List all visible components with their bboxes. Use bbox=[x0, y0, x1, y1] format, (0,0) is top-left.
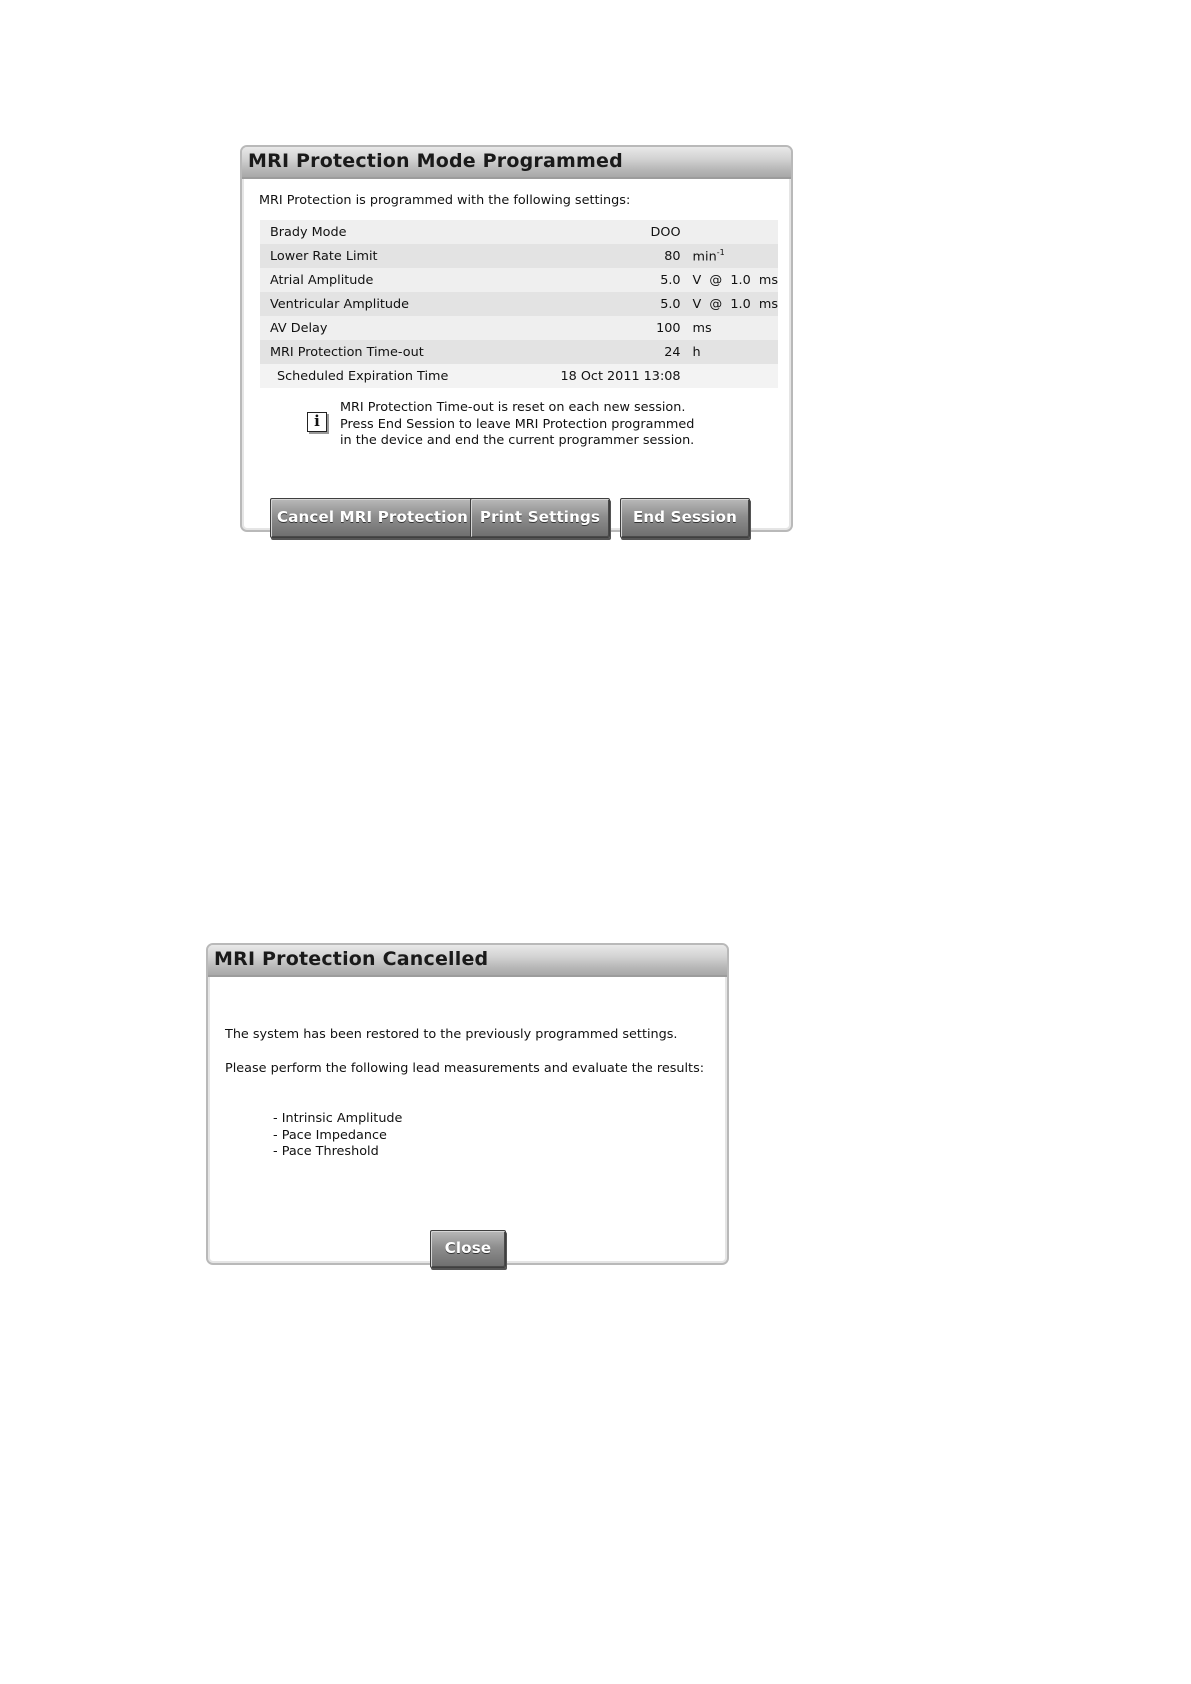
unit-text: min bbox=[692, 249, 717, 265]
setting-value-time-out: 24 bbox=[560, 340, 680, 364]
mri-protection-cancelled-dialog bbox=[206, 943, 729, 1265]
setting-label-time-out: MRI Protection Time-out bbox=[260, 340, 560, 364]
setting-unit-expiration-time bbox=[681, 364, 778, 388]
setting-label-ventricular-amplitude: Ventricular Amplitude bbox=[260, 292, 560, 316]
table-row bbox=[260, 220, 778, 244]
setting-unit-brady-mode bbox=[681, 220, 778, 244]
setting-value-ventricular-amplitude: 5.0 bbox=[560, 292, 680, 316]
setting-label-av-delay: AV Delay bbox=[260, 316, 560, 340]
dialog-body bbox=[211, 979, 724, 1260]
info-line: Press End Session to leave MRI Protection programmed bbox=[340, 416, 695, 432]
setting-value-brady-mode: DOO bbox=[560, 220, 680, 244]
setting-unit-ventricular-amplitude: V @ 1.0 ms bbox=[681, 292, 778, 316]
restored-message: The system has been restored to the previously programmed settings. bbox=[225, 1027, 678, 1042]
unit-superscript: -1 bbox=[716, 247, 725, 257]
end-session-button[interactable]: End Session bbox=[620, 498, 750, 538]
setting-value-atrial-amplitude: 5.0 bbox=[560, 268, 680, 292]
setting-unit-lower-rate-limit bbox=[681, 244, 778, 268]
setting-value-av-delay: 100 bbox=[560, 316, 680, 340]
setting-label-lower-rate-limit: Lower Rate Limit bbox=[260, 244, 560, 268]
info-text bbox=[340, 400, 694, 450]
list-item: - Pace Threshold bbox=[273, 1144, 402, 1161]
dialog-title: MRI Protection Mode Programmed bbox=[242, 147, 791, 179]
setting-value-lower-rate-limit: 80 bbox=[560, 244, 680, 268]
info-line: in the device and end the current programmer session. bbox=[340, 433, 695, 448]
info-icon: i bbox=[307, 412, 327, 432]
cancel-mri-protection-button[interactable]: Cancel MRI Protection bbox=[270, 498, 475, 538]
list-item: - Intrinsic Amplitude bbox=[273, 1111, 402, 1128]
settings-table bbox=[260, 220, 778, 388]
close-button[interactable]: Close bbox=[430, 1230, 506, 1268]
table-row bbox=[260, 340, 778, 364]
measurement-instructions: Please perform the following lead measurements and evaluate the results: bbox=[225, 1061, 705, 1076]
setting-unit-time-out: h bbox=[681, 340, 778, 364]
info-line: MRI Protection Time-out is reset on each new session. bbox=[340, 400, 686, 415]
print-settings-button[interactable]: Print Settings bbox=[470, 498, 610, 538]
table-row bbox=[260, 364, 778, 388]
table-row bbox=[260, 292, 778, 316]
dialog-title: MRI Protection Cancelled bbox=[208, 945, 727, 977]
table-row bbox=[260, 316, 778, 340]
dialog-body bbox=[245, 180, 788, 527]
settings-intro-text: MRI Protection is programmed with the following settings: bbox=[259, 193, 631, 208]
setting-label-expiration-time: Scheduled Expiration Time bbox=[260, 364, 560, 388]
list-item: - Pace Impedance bbox=[273, 1128, 402, 1145]
setting-value-expiration-time: 18 Oct 2011 13:08 bbox=[560, 364, 680, 388]
setting-unit-av-delay: ms bbox=[681, 316, 778, 340]
lead-measurement-list bbox=[273, 1111, 402, 1161]
table-row bbox=[260, 244, 778, 268]
setting-unit-atrial-amplitude: V @ 1.0 ms bbox=[681, 268, 778, 292]
table-row bbox=[260, 268, 778, 292]
setting-label-atrial-amplitude: Atrial Amplitude bbox=[260, 268, 560, 292]
setting-label-brady-mode: Brady Mode bbox=[260, 220, 560, 244]
mri-protection-programmed-dialog bbox=[240, 145, 793, 532]
